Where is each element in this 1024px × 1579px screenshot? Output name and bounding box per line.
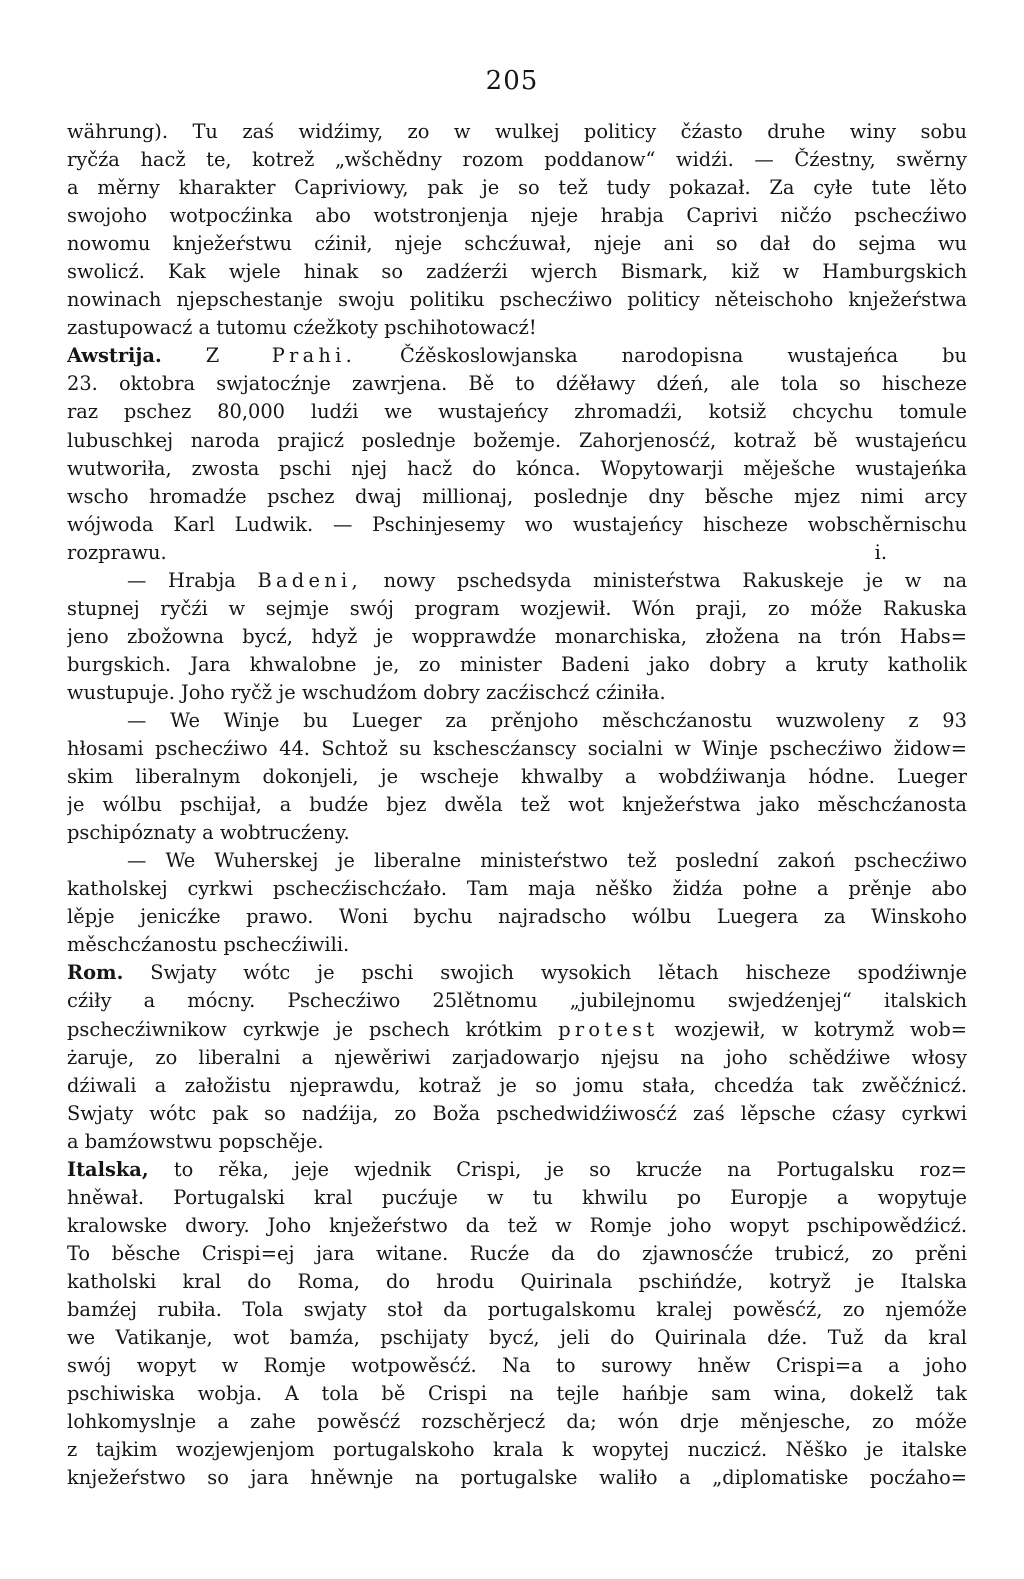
line-text: katholskej cyrkwi pschecźischcźało. Tam maja něško židźa połne a prěnje abo xyxy=(67,877,967,901)
text-line xyxy=(67,286,967,314)
text-line xyxy=(67,1072,967,1100)
line-text: knježeŕstwo so jara hněwnje na portugalske waliło a „diplomatiske pocźaho= xyxy=(67,1466,967,1490)
text-line xyxy=(67,1212,967,1240)
article-body xyxy=(67,118,967,1492)
text-line xyxy=(67,791,967,819)
line-text: pschiwiska wobja. A tola bě Crispi na tejle hańbje sam wina, dokelž tak xyxy=(67,1382,967,1406)
line-text: währung). Tu zaś widźimy, zo w wulkej politicy čźasto druhe winy sobu xyxy=(67,120,967,143)
text-line xyxy=(67,1240,967,1268)
line-text: lubuschkej naroda prajicź poslednje božemje. Zahorjenosćź, kotraž bě wustajeńcu xyxy=(67,428,967,452)
text-line xyxy=(67,1464,967,1492)
text-line xyxy=(67,146,967,174)
text-line xyxy=(67,567,967,595)
line-text: a bamźowstwu popschěje. xyxy=(67,1129,324,1153)
line-text: stupnej ryčźi w sejmje swój program wozjewił. Wón praji, zo móže Rakuska xyxy=(67,596,967,620)
text-line xyxy=(67,903,967,931)
text-line xyxy=(67,1044,967,1072)
text-line xyxy=(67,735,967,763)
text-line xyxy=(67,427,967,455)
line-text: Čźěskoslowjanska narodopisna wustajeńca bu xyxy=(400,344,967,368)
line-text: burgskich. Jara khwalobne je, zo minister Badeni jako dobry a kruty katholik xyxy=(67,652,967,676)
line-text: hłosami pschecźiwo 44. Schtož su kschescźanscy socialni w Winje pschecźiwo židow= xyxy=(67,737,967,761)
text-line xyxy=(67,679,967,707)
text-line xyxy=(67,763,967,791)
line-text: swój wopyt w Romje wotpowěsćź. Na to surowy hněw Crispi=a a joho xyxy=(67,1354,967,1378)
line-text: wscho hromadźe pschez dwaj millionaj, poslednje dny běsche mjez nimi arcy xyxy=(67,484,967,508)
text-line xyxy=(67,651,967,679)
text-line xyxy=(67,202,967,230)
line-text: lěpje jenicźke prawo. Woni bychu najradscho wólbu Luegera za Winskoho xyxy=(67,905,967,929)
text-line xyxy=(67,342,967,370)
line-text: pschecźiwnikow cyrkwje je pschech krótkim xyxy=(67,1017,543,1041)
text-line xyxy=(67,707,967,735)
line-text: Swjaty wótc je pschi swojich wysokich lětach hischeze spodźiwnje xyxy=(150,961,967,985)
line-text: — Hrabja xyxy=(127,568,236,592)
line-text: jeno zbožowna bycź, hdyž je wopprawdźe monarchiska, złožena na trón Habs= xyxy=(67,624,967,648)
spaced-text: protest xyxy=(558,1017,659,1041)
author-signature: i. xyxy=(874,540,887,564)
spaced-text: Badeni, xyxy=(257,568,362,592)
text-line xyxy=(67,539,967,567)
text-line xyxy=(67,595,967,623)
line-text: To běsche Crispi=ej jara witane. Rucźe da do zjawnosćźe trubicź, zo prěni xyxy=(67,1241,967,1265)
line-text: swojoho wotpocźinka abo wotstronjenja njeje hrabja Caprivi ničźo pschecźiwo xyxy=(67,204,967,228)
line-text: lohkomyslnje a zahe powěsćź rozschěrjecź da; wón drje měnjesche, zo móže xyxy=(67,1410,967,1434)
line-text: żaruje, zo liberalni a njewěriwi zarjadowarjo njejsu na joho schědźiwe włosy xyxy=(67,1045,967,1069)
text-line xyxy=(67,1380,967,1408)
text-line xyxy=(67,174,967,202)
line-text: katholski kral do Roma, do hrodu Quirinala pschińdźe, kotryž je Italska xyxy=(67,1269,967,1293)
line-text: wustupuje. Joho ryčž je wschudźom dobry zacźischcź cźiniła. xyxy=(67,680,666,704)
line-text: to rěka, jeje wjednik Crispi, je so krucźe na Portugalsku roz= xyxy=(173,1157,967,1181)
text-line xyxy=(67,931,967,959)
line-text: wutworiła, zwosta pschi njej hacž do kónca. Wopytowarji měješche wustajeńka xyxy=(67,456,967,480)
line-text: bamźej rubiła. Tola swjaty stoł da portugalskomu kralej powěsćź, zo njemóže xyxy=(67,1297,967,1321)
text-line xyxy=(67,1268,967,1296)
text-line xyxy=(67,1128,967,1156)
text-line xyxy=(67,847,967,875)
line-text: — We Winje bu Lueger za prěnjoho měschcźanostu wuzwoleny z 93 xyxy=(127,708,967,732)
text-line xyxy=(67,1408,967,1436)
line-text: we Vatikanje, wot bamźa, pschijaty bycź, jeli do Quirinala dźe. Tuž da kral xyxy=(67,1326,967,1350)
text-line xyxy=(67,1436,967,1464)
text-line xyxy=(67,230,967,258)
line-text: 23. oktobra swjatocźnje zawrjena. Bě to dźěławy dźeń, ale tola so hischeze xyxy=(67,372,967,396)
text-line xyxy=(67,1352,967,1380)
line-text: zastupowacź a tutomu cźežkoty pschihotowacź! xyxy=(67,316,537,340)
line-text: wójwoda Karl Ludwik. — Pschinjesemy wo wustajeńcy hischeze wobschěrnischu xyxy=(67,512,967,536)
section-heading: Italska, xyxy=(67,1157,149,1181)
text-line xyxy=(67,455,967,483)
line-text: je wólbu pschijał, a budźe bjez dwěla tež wot knježeŕstwa jako měschcźanosta xyxy=(67,793,967,817)
text-line xyxy=(67,959,967,987)
text-line xyxy=(67,398,967,426)
text-line xyxy=(67,1156,967,1184)
text-line xyxy=(67,1184,967,1212)
line-text: raz pschez 80,000 ludźi we wustajeńcy zhromadźi, kotsiž chcychu tomule xyxy=(67,400,967,424)
line-text: měschcźanostu pschecźiwili. xyxy=(67,933,350,957)
line-text: nowomu knježeŕstwu cźinił, njeje schcźuwał, njeje ani so dał do sejma wu xyxy=(67,232,967,256)
line-text: wozjewił, w kotrymž wob= xyxy=(674,1017,967,1041)
text-line xyxy=(67,1100,967,1128)
text-line xyxy=(67,1016,967,1044)
line-text: pschipóznaty a wobtrucźeny. xyxy=(67,821,350,845)
text-line xyxy=(67,875,967,903)
text-line xyxy=(67,314,967,342)
line-text: kralowske dwory. Joho knježeŕstwo da tež w Romje joho wopyt pschipowědźicź. xyxy=(67,1213,967,1237)
line-text: dźiwali a załožistu njeprawdu, kotraž je so jomu stała, chcedźa tak zwěčźnicź. xyxy=(67,1073,967,1097)
text-line xyxy=(67,1324,967,1352)
text-line xyxy=(67,370,967,398)
line-text: swolicź. Kak wjele hinak so zadźerźi wjerch Bismark, kiž w Hamburgskich xyxy=(67,260,967,284)
text-line xyxy=(67,987,967,1015)
line-text: z tajkim wozjewjenjom portugalskoho krala k wopytej nuczicź. Něško je italske xyxy=(67,1438,967,1462)
line-text: nowy pschedsyda ministeŕstwa Rakuskeje je w na xyxy=(383,568,967,592)
line-text: a měrny kharakter Capriviowy, pak je so tež tudy pokazał. Za cyłe tute lěto xyxy=(67,176,967,200)
line-text: ryčźa hacž te, kotrež „wšchědny rozom poddanow“ widźi. — Čźestny, swěrny xyxy=(67,148,967,172)
line-text: rozprawu. xyxy=(67,540,167,564)
text-line xyxy=(67,258,967,286)
text-line xyxy=(67,118,967,146)
line-text: skim liberalnym dokonjeli, je wscheje khwalby a wobdźiwanja hódne. Lueger xyxy=(67,765,967,789)
line-text: hněwał. Portugalski kral pucźuje w tu khwilu po Europje a wopytuje xyxy=(67,1185,967,1209)
line-text: Swjaty wótc pak so nadźija, zo Boža pschedwidźiwosćź zaś lěpsche cźasy cyrkwi xyxy=(67,1101,967,1125)
text-line xyxy=(67,483,967,511)
section-heading: Rom. xyxy=(67,961,124,985)
text-line xyxy=(67,819,967,847)
text-line xyxy=(67,1296,967,1324)
line-text: cźiły a mócny. Pschecźiwo 25lětnomu „jubilejnomu swjedźenjej“ italskich xyxy=(67,989,967,1013)
text-line xyxy=(67,511,967,539)
line-text: — We Wuherskej je liberalne ministeŕstwo tež poslední zakoń pschecźiwo xyxy=(127,849,967,873)
page-number: 205 xyxy=(485,66,539,96)
line-text: nowinach njepschestanje swoju politiku pschecźiwo politicy něteischoho knježeŕstwa xyxy=(67,288,967,312)
text-line xyxy=(67,623,967,651)
spaced-text: Z Prahi. xyxy=(205,344,357,368)
section-heading: Awstrija. xyxy=(67,344,162,368)
